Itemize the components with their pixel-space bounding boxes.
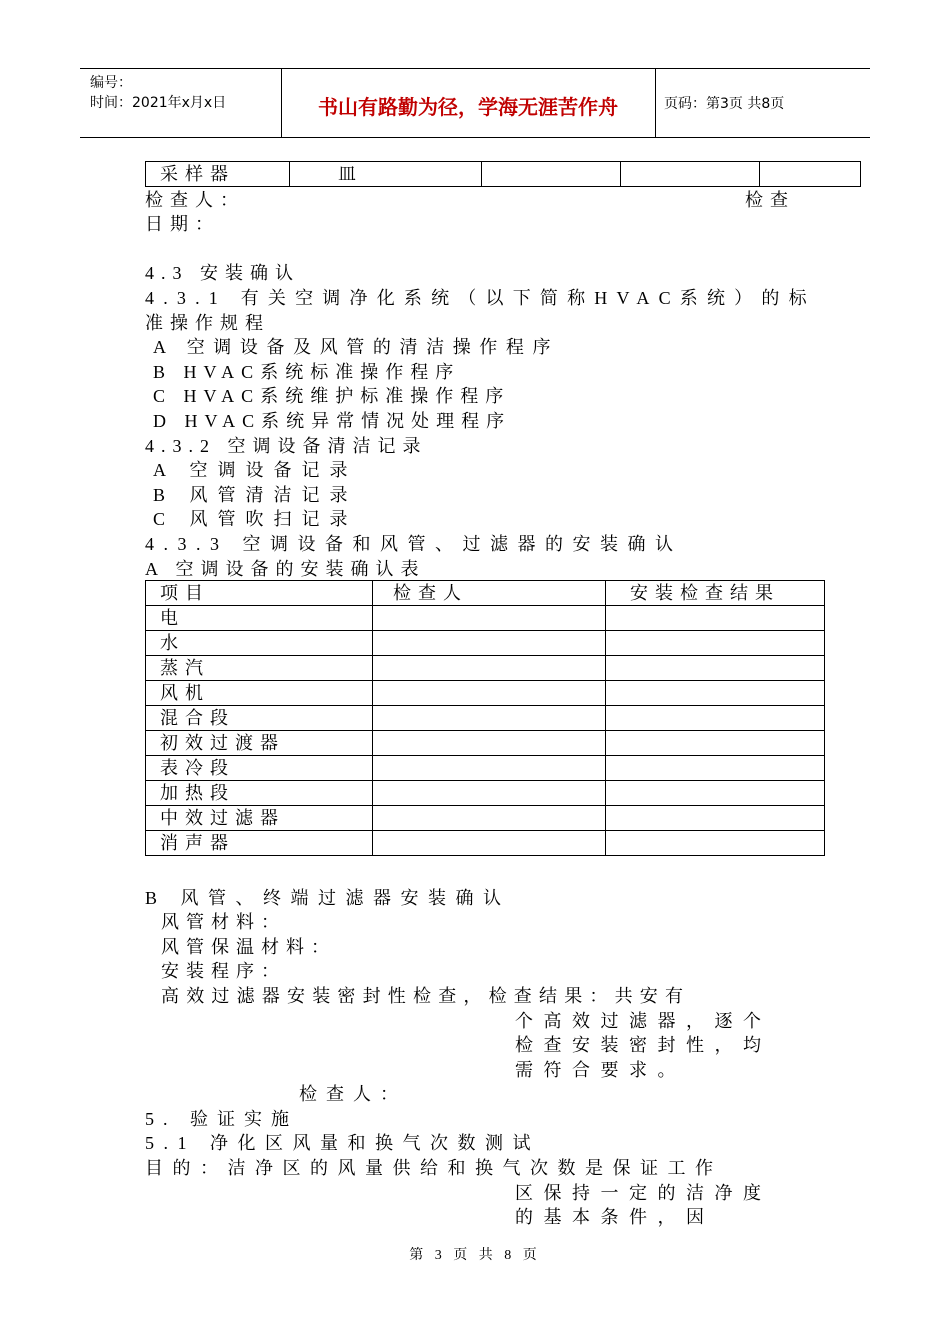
hepa-check-line: 个高效过滤器，逐个 bbox=[515, 1011, 772, 1031]
purpose-line: 区保持一定的洁净度 bbox=[515, 1183, 772, 1203]
header-left bbox=[90, 73, 226, 113]
row-label: 表冷段 bbox=[146, 756, 373, 781]
row-label: 水 bbox=[146, 631, 373, 656]
number-label: 编号： bbox=[90, 75, 132, 91]
table-cell bbox=[606, 681, 825, 706]
table-cell bbox=[606, 756, 825, 781]
table-cell bbox=[373, 631, 606, 656]
row-label: 中效过滤器 bbox=[146, 806, 373, 831]
inspector-label: 检查人： bbox=[145, 190, 245, 210]
table-row bbox=[146, 806, 825, 831]
hepa-check-line: 需符合要求。 bbox=[515, 1060, 686, 1080]
time-label: 时间：2021年x月x日 bbox=[90, 95, 227, 111]
check-date-label: 检查 bbox=[745, 190, 795, 210]
table-cell bbox=[606, 706, 825, 731]
date-label: 日期： bbox=[145, 214, 220, 234]
table-cell bbox=[760, 162, 861, 187]
table-header-row bbox=[146, 581, 825, 606]
section-4-3-1-line2: 准操作规程 bbox=[145, 313, 270, 333]
table-cell bbox=[373, 781, 606, 806]
header-divider bbox=[655, 69, 656, 137]
list-item: D HVAC系统异常情况处理程序 bbox=[153, 411, 512, 431]
install-procedure-label: 安装程序： bbox=[161, 961, 286, 981]
purpose-line: 的基本条件，因 bbox=[515, 1207, 715, 1227]
row-label: 加热段 bbox=[146, 781, 373, 806]
list-item: C 风管吹扫记录 bbox=[153, 509, 358, 529]
purpose-line: 目的：洁净区的风量供给和换气次数是保证工作 bbox=[145, 1158, 723, 1178]
table-cell bbox=[606, 656, 825, 681]
sampler-label: 采样器 bbox=[146, 162, 290, 187]
table-cell bbox=[621, 162, 760, 187]
table-row bbox=[146, 756, 825, 781]
list-item: A 空调设备记录 bbox=[153, 460, 358, 480]
table-cell bbox=[606, 806, 825, 831]
row-label: 混合段 bbox=[146, 706, 373, 731]
table-row bbox=[146, 162, 861, 187]
table-cell bbox=[373, 606, 606, 631]
insulation-material-label: 风管保温材料： bbox=[161, 937, 336, 957]
page-footer: 第 3 页 共 8 页 bbox=[409, 1248, 541, 1263]
list-item: B 风管清洁记录 bbox=[153, 485, 358, 505]
sampler-table bbox=[145, 161, 861, 187]
header-motto: 书山有路勤为径，学海无涯苦作舟 bbox=[318, 95, 618, 119]
table-cell bbox=[373, 756, 606, 781]
duct-material-label: 风管材料： bbox=[161, 912, 286, 932]
table-cell bbox=[606, 781, 825, 806]
row-label: 蒸汽 bbox=[146, 656, 373, 681]
list-item: A 空调设备及风管的清洁操作程序 bbox=[153, 337, 560, 357]
table-cell bbox=[606, 606, 825, 631]
hepa-check-line: 检查安装密封性，均 bbox=[515, 1035, 772, 1055]
section-4-3-1-line1: 4.3.1 有关空调净化系统（以下简称HVAC系统）的标 bbox=[145, 288, 816, 308]
table-cell bbox=[373, 681, 606, 706]
row-label: 电 bbox=[146, 606, 373, 631]
section-4-3-2-title: 4.3.2 空调设备清洁记录 bbox=[145, 436, 428, 456]
table-row bbox=[146, 731, 825, 756]
row-label: 初效过渡器 bbox=[146, 731, 373, 756]
install-table bbox=[145, 580, 825, 856]
table-cell bbox=[373, 731, 606, 756]
hepa-check-line: 高效过滤器安装密封性检查，检查结果：共安有 bbox=[161, 986, 691, 1006]
column-header: 检查人 bbox=[373, 581, 606, 606]
table-cell bbox=[373, 706, 606, 731]
sampler-value: 皿 bbox=[290, 162, 482, 187]
page-header bbox=[80, 68, 870, 138]
section-5-title: 5. 验证实施 bbox=[145, 1109, 298, 1129]
table-a-title: A 空调设备的安装确认表 bbox=[145, 559, 426, 579]
table-cell bbox=[373, 831, 606, 856]
table-row bbox=[146, 781, 825, 806]
section-4-3-3-title: 4.3.3 空调设备和风管、过滤器的安装确认 bbox=[145, 534, 683, 554]
table-row bbox=[146, 706, 825, 731]
column-header: 项目 bbox=[146, 581, 373, 606]
list-item: B HVAC系统标准操作程序 bbox=[153, 362, 461, 382]
section-4-3-title: 4.3 安装确认 bbox=[145, 263, 300, 283]
row-label: 风机 bbox=[146, 681, 373, 706]
table-cell bbox=[606, 731, 825, 756]
table-row bbox=[146, 631, 825, 656]
column-header: 安装检查结果 bbox=[606, 581, 825, 606]
table-row bbox=[146, 681, 825, 706]
table-cell bbox=[606, 631, 825, 656]
section-5-1-title: 5.1 净化区风量和换气次数测试 bbox=[145, 1133, 540, 1153]
table-cell bbox=[606, 831, 825, 856]
row-label: 消声器 bbox=[146, 831, 373, 856]
table-cell bbox=[373, 656, 606, 681]
section-b-inspector: 检查人： bbox=[299, 1084, 407, 1104]
list-item: C HVAC系统维护标准操作程序 bbox=[153, 386, 511, 406]
table-cell bbox=[482, 162, 621, 187]
table-row bbox=[146, 656, 825, 681]
table-row bbox=[146, 606, 825, 631]
section-b-title: B 风管、终端过滤器安装确认 bbox=[145, 888, 511, 908]
header-page-info: 页码：第3页 共8页 bbox=[664, 96, 785, 112]
table-row bbox=[146, 831, 825, 856]
table-cell bbox=[373, 806, 606, 831]
